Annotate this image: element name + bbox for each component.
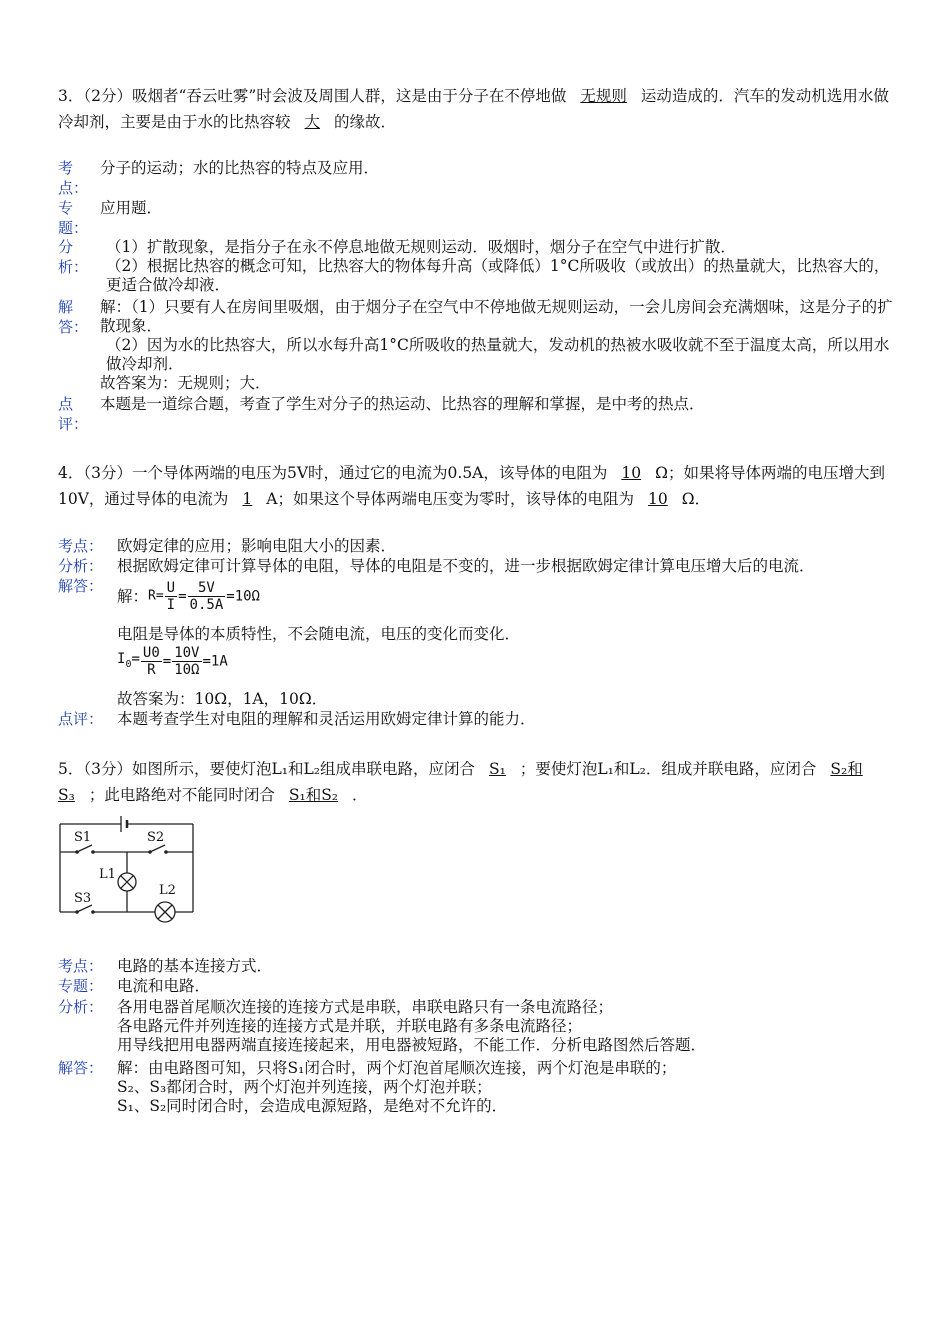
label-s2: S2 [147,830,165,845]
q4-equation-1: 解：R= $\frac{U}{I}$ = $\frac{5V}{0.5A}$ =10Ω [117,580,260,613]
fenxi-label: 分析： [58,238,89,276]
label-l2: L2 [159,883,176,898]
kaodian-label: 考点： [58,537,104,555]
q5-stem: 5．（3分）如图所示，要使灯泡L₁和L₂组成串联电路，应闭合 S₁ ；要使灯泡L₁和L₂．组成并联电路，应闭合 S₂和S₃ ；此电路绝对不能同时闭合 S₁和S₂ ． [58,760,863,804]
fraction-u0-over-r: $\frac{U0}{R}$ [142,645,160,678]
label-s1: S1 [74,830,92,845]
q4-equation-2: $I_0=$ $\frac{U0}{R}$ = $\frac{10V}{10\Omega}$ =1A [117,645,228,678]
lamp-l2-icon [155,902,175,922]
q4-blank-1: 10 [621,464,642,482]
fraction-10v-over-10ohm: $\frac{10V}{10\Omega}$ [174,645,200,678]
zhuanti-label: 专题： [58,199,89,237]
kaodian-label: 考点： [58,957,104,975]
q5-blank-1: S₁ [489,760,506,778]
q3-stem: 3．（2分）吸烟者“吞云吐雾”时会波及周围人群，这是由于分子在不停地做 无规则 运动造成的．汽车的发动机选用水做冷却剂，主要是由于水的比热容较 大 的缘故． [58,87,889,131]
q4-blank-3: 10 [648,490,668,508]
q5-blank-3: S₁和S₂ [288,786,339,804]
q5-blank-2: S₂和S₃ [58,760,863,804]
zhuanti-label: 专题： [58,977,104,995]
jieda-label: 解答： [58,577,104,595]
switch-s2-blade [150,845,165,852]
jieda-label: 解答： [58,1059,104,1077]
q4-blank-2: 1 [242,490,253,508]
q4-line-2: 电阻是导体的本质特性，不会随电流，电压的变化而变化． [117,625,521,643]
lamp-l1-icon [118,873,136,891]
label-l1: L1 [99,867,116,882]
label-s3: S3 [74,891,92,906]
q3-blank-2: 大 [304,113,321,131]
switch-s3-blade [77,905,92,912]
dianping-label: 点评： [58,395,89,433]
circuit-diagram [55,812,200,927]
fenxi-label: 分析： [58,998,104,1016]
switch-s1-blade [77,845,92,852]
jieda-label: 解答： [58,298,89,336]
fraction-5v-over-05a: $\frac{5V}{0.5A}$ [189,580,224,613]
fraction-u-over-i: $\frac{U}{I}$ [166,580,176,613]
fenxi-label: 分析： [58,557,104,575]
q4-stem: 4．（3分）一个导体两端的电压为5V时，通过它的电流为0.5A，该导体的电阻为 10 Ω；如果将导体两端的电压增大到10V，通过导体的电流为 1 A；如果这个导体两端电压变为零时，该导体的电阻为 10 Ω． [58,464,885,508]
q3-blank-1: 无规则 [580,87,627,105]
q4-answer: 故答案为：10Ω，1A，10Ω． [117,690,328,708]
kaodian-label: 考点： [58,159,89,197]
dianping-label: 点评： [58,710,104,728]
